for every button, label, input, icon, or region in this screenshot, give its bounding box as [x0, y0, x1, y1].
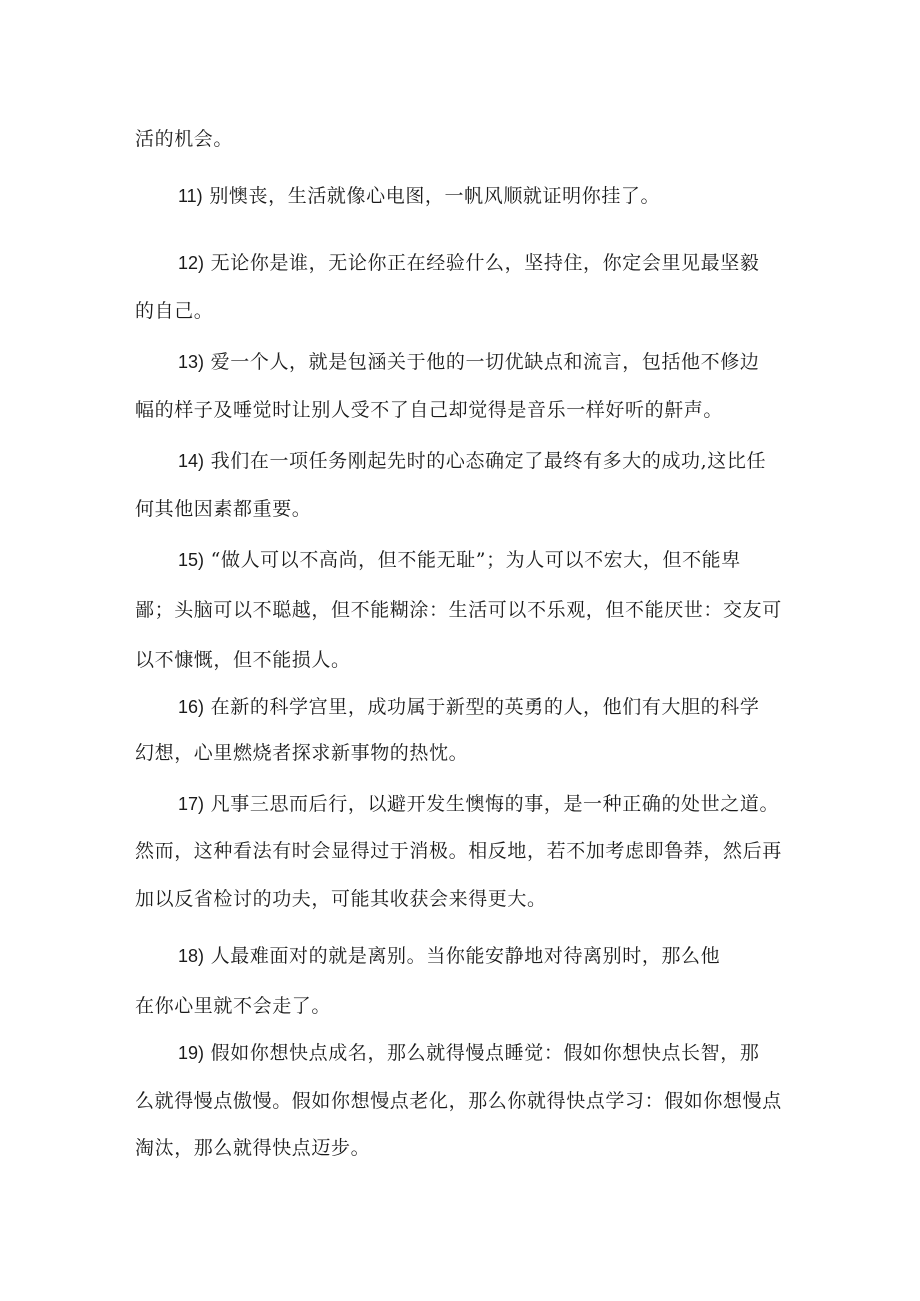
item-text-line: 爱一个人，就是包涵关于他的一切优缺点和流言，包括他不修边	[210, 351, 760, 373]
item-number: 18)	[178, 946, 205, 966]
item-text-line: 凡事三思而后行，以避开发生懊悔的事，是一种正确的处世之道。	[210, 793, 780, 815]
list-item-19	[178, 1040, 759, 1066]
item-text-line: 假如你想快点成名，那么就得慢点睡觉：假如你想快点长智，那	[210, 1042, 760, 1064]
item-text-line: 加以反省检讨的功夫，可能其收获会来得更大。	[135, 888, 547, 910]
list-item-17	[178, 791, 779, 817]
item-text-line: 人最难面对的就是离别。当你能安静地对待离别时，那么他	[210, 945, 721, 967]
item-number: 11)	[178, 186, 203, 206]
item-text-line: 在你心里就不会走了。	[135, 995, 332, 1017]
list-item-11	[178, 183, 660, 209]
item-number: 19)	[178, 1043, 205, 1063]
item-text-line: 鄙；头脑可以不聪越，但不能糊涂：生活可以不乐观，但不能厌世：交友可	[135, 599, 782, 621]
item-text-line: 我们在一项任务刚起先时的心态确定了最终有多大的成功,这比任	[210, 450, 767, 472]
item-text-line: 别懊丧，生活就像心电图，一帆风顺就证明你挂了。	[209, 185, 661, 207]
list-item-15	[178, 547, 741, 573]
list-item-18	[178, 943, 720, 969]
item-text-line: 的自己。	[135, 300, 214, 322]
item-text-line: 然而，这种看法有时会显得过于消极。相反地，若不加考虑即鲁莽，然后再	[135, 840, 782, 862]
intro-continuation: 活的机会。	[135, 128, 234, 150]
item-number: 14)	[178, 451, 205, 471]
item-number: 16)	[178, 697, 205, 717]
list-item-16	[178, 694, 759, 720]
item-number: 15)	[178, 550, 205, 570]
list-item-12	[178, 250, 759, 276]
item-number: 12)	[178, 253, 205, 273]
item-number: 13)	[178, 352, 205, 372]
item-text-line: 幻想，心里燃烧者探求新事物的热忱。	[135, 742, 469, 764]
item-text-line: 无论你是谁，无论你正在经验什么，坚持住，你定会里见最坚毅	[210, 252, 760, 274]
item-text-line: 么就得慢点傲慢。假如你想慢点老化，那么你就得快点学习：假如你想慢点	[135, 1090, 782, 1112]
item-number: 17)	[178, 794, 205, 814]
item-text-line: 淘汰，那么就得快点迈步。	[135, 1137, 371, 1159]
item-text-line: 在新的科学宫里，成功属于新型的英勇的人，他们有大胆的科学	[210, 696, 760, 718]
item-text-line: “做人可以不高尚，但不能无耻”；为人可以不宏大，但不能卑	[210, 549, 741, 571]
list-item-13	[178, 349, 759, 375]
item-text-line: 以不慷慨，但不能损人。	[135, 649, 351, 671]
list-item-14	[178, 448, 766, 474]
item-text-line: 幅的样子及唾觉时让别人受不了自己却觉得是音乐一样好听的鼾声。	[135, 399, 724, 421]
item-text-line: 何其他因素都重要。	[135, 498, 312, 520]
